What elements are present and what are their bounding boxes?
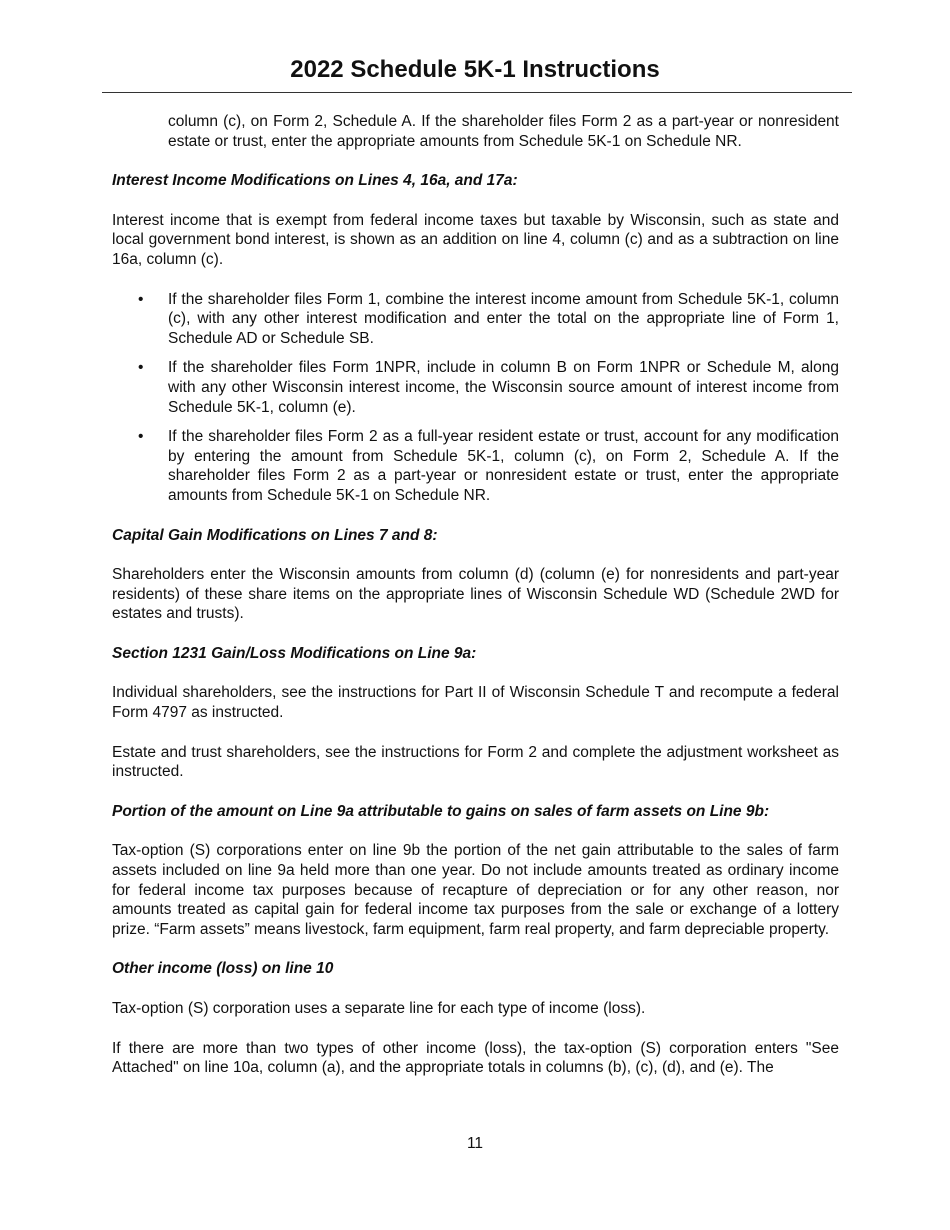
farm-assets-paragraph: Tax-option (S) corporations enter on line 9b the portion of the net gain attributable to the sales of farm assets included on line 9a held more than one year. Do not include amounts treated as ordinary income for federal income tax purposes because of recapture of depreciation or for any other reason, nor amounts treated as capital gain for federal income tax purposes from the sale or exchange of a lottery prize. “Farm assets” means livestock, farm equipment, farm real property, and farm depreciable property. (112, 842, 839, 938)
interest-bullet-list (112, 290, 839, 506)
section-1231-paragraph-individual: Individual shareholders, see the instructions for Part II of Wisconsin Schedule T and recompute a federal Form 4797 as instructed. (112, 684, 839, 722)
farm-assets-heading: Portion of the amount on Line 9a attributable to gains on sales of farm assets on Line 9b: (112, 802, 770, 820)
document-body (112, 112, 839, 1078)
list-item (112, 290, 839, 349)
bullet-text: If the shareholder files Form 1NPR, include in column B on Form 1NPR or Schedule M, along with any other Wisconsin interest income, the Wisconsin source amount of interest income from Schedule 5K-1, column (e). (168, 359, 839, 416)
other-income-paragraph-1: Tax-option (S) corporation uses a separate line for each type of income (loss). (112, 1000, 646, 1017)
interest-income-heading: Interest Income Modifications on Lines 4, 16a, and 17a: (112, 172, 518, 190)
page-number: 11 (466, 1135, 484, 1152)
bullet-text: If the shareholder files Form 1, combine the interest income amount from Schedule 5K-1, column (c), with any other interest modification and enter the total on the appropriate line of Form 1, Schedule AD or Schedule SB. (168, 290, 839, 347)
list-item (112, 358, 839, 417)
bullet-text: If the shareholder files Form 2 as a full-year resident estate or trust, account for any modification by entering the amount from Schedule 5K-1, column (c), on Form 2, Schedule A. If the shareholder files Form 2 as a part-year or nonresident estate or trust, enter the appropriate amounts from Schedule 5K-1 on Schedule NR. (168, 428, 839, 504)
other-income-paragraph-2: If there are more than two types of other income (loss), the tax-option (S) corporation enters "See Attached" on line 10a, column (a), and the appropriate totals in columns (b), (c), (d), and (e). The (112, 1039, 839, 1077)
interest-income-paragraph: Interest income that is exempt from federal income taxes but taxable by Wisconsin, such as state and local government bond interest, is shown as an addition on line 4, column (c) and as a subtraction on line 16a, column (c). (112, 211, 839, 268)
bullet-icon: • (138, 290, 144, 308)
page-title: 2022 Schedule 5K-1 Instructions (290, 56, 660, 83)
continuation-paragraph: column (c), on Form 2, Schedule A. If the shareholder files Form 2 as a part-year or nonresident estate or trust, enter the appropriate amounts from Schedule 5K-1 on Schedule NR. (168, 113, 839, 150)
section-1231-heading: Section 1231 Gain/Loss Modifications on Line 9a: (112, 644, 477, 662)
header-divider (102, 92, 852, 93)
capital-gain-heading: Capital Gain Modifications on Lines 7 and 8: (112, 526, 438, 544)
bullet-icon: • (138, 428, 144, 446)
bullet-icon: • (138, 359, 144, 377)
capital-gain-paragraph: Shareholders enter the Wisconsin amounts from column (d) (column (e) for nonresidents and part-year residents) of these share items on the appropriate lines of Wisconsin Schedule WD (Schedule 2WD for estates and trusts). (112, 566, 839, 623)
other-income-heading: Other income (loss) on line 10 (112, 960, 334, 978)
list-item (112, 427, 839, 505)
section-1231-paragraph-estate: Estate and trust shareholders, see the instructions for Form 2 and complete the adjustment worksheet as instructed. (112, 743, 839, 781)
